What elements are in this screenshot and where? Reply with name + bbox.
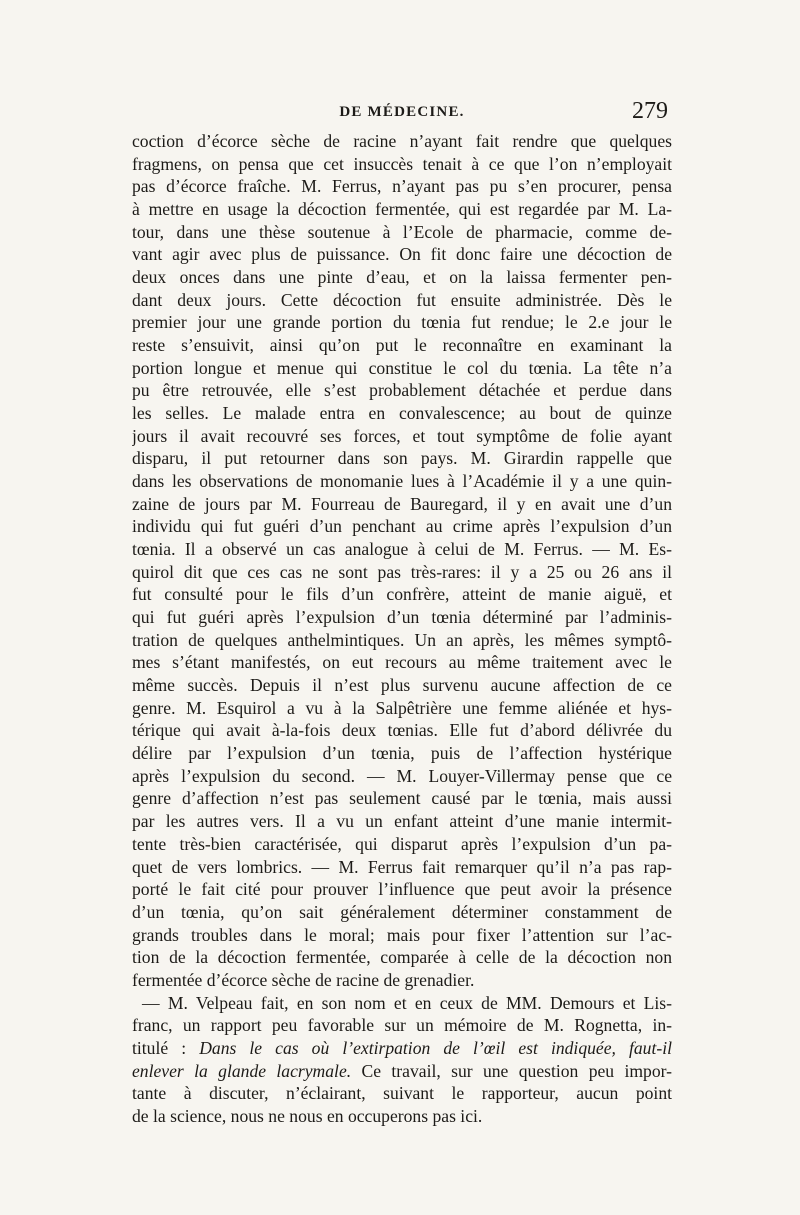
text-line: quirol dit que ces cas ne sont pas très-rares: il y a 25 ou 26 ans il [132, 561, 672, 582]
text-line: de la science, nous ne nous en occuperons pas ici. [132, 1105, 483, 1126]
text-line: vant agir avec plus de puissance. On fit donc faire une décoction de [132, 244, 672, 265]
text-line: qui fut guéri après l’expulsion d’un tœnia déterminé par l’adminis- [132, 607, 672, 628]
text-line: porté le fait cité pour prouver l’influence que peut avoir la présence [132, 879, 672, 900]
text-line: — M. Velpeau fait, en son nom et en ceux de MM. Demours et Lis- [142, 992, 672, 1013]
text-line: premier jour une grande portion du tœnia fut rendue; le 2.e jour le [132, 312, 672, 333]
text-line: délire par l’expulsion d’un tœnia, puis de l’affection hystérique [132, 743, 672, 764]
text-line: tœnia. Il a observé un cas analogue à celui de M. Ferrus. — M. Es- [132, 539, 672, 560]
text-line: genre d’affection n’est pas seulement causé par le tœnia, mais aussi [132, 788, 672, 809]
page-header [134, 98, 670, 128]
text-line: à mettre en usage la décoction fermentée, qui est regardée par M. La- [132, 199, 672, 220]
text-line: tour, dans une thèse soutenue à l’Ecole de pharmacie, comme de- [132, 221, 672, 242]
text-line: pas d’écorce fraîche. M. Ferrus, n’ayant pas pu s’en procurer, pensa [132, 176, 672, 197]
running-head: DE MÉDECINE. [339, 104, 465, 120]
text-line: individu qui fut guéri d’un penchant au crime après l’expulsion d’un [132, 516, 672, 537]
text-line: tion de la décoction fermentée, comparée à celle de la décoction non [132, 947, 672, 968]
text-line: tante à discuter, n’éclairant, suivant le rapporteur, aucun point [132, 1083, 672, 1104]
text-line: genre. M. Esquirol a vu à la Salpêtrière une femme aliénée et hys- [132, 697, 672, 718]
text-line: les selles. Le malade entra en convalescence; au bout de quinze [132, 403, 672, 424]
text-line: zaine de jours par M. Fourreau de Bauregard, il y en avait une d’un [132, 493, 672, 514]
text-line: reste s’ensuivit, ainsi qu’on put le reconnaître en examinant la [132, 335, 672, 356]
text-line: térique qui avait à-la-fois deux tœnias. Elle fut d’abord délivrée du [132, 720, 672, 741]
text-line: fragmens, on pensa que cet insuccès tenait à ce que l’on n’employait [132, 153, 672, 174]
italic-title-run: enlever la glande lacrymale. [132, 1060, 352, 1081]
text-line: fermentée d’écorce sèche de racine de grenadier. [132, 969, 475, 990]
text-line: tration de quelques anthelmintiques. Un an après, les mêmes symptô- [132, 629, 672, 650]
text-line-mixed [132, 1037, 672, 1060]
text-line: jours il avait recouvré ses forces, et tout symptôme de folie ayant [132, 425, 672, 446]
text-line: pu être retrouvée, elle s’est probablement détachée et perdue dans [132, 380, 672, 401]
text-line: même succès. Depuis il n’est plus survenu aucune affection de ce [132, 675, 672, 696]
text-line: portion longue et menue qui constitue le col du tœnia. La tête n’a [132, 357, 672, 378]
text-run: titulé : [132, 1037, 200, 1058]
text-line: tente très-bien caractérisée, qui disparut après l’expulsion d’un pa- [132, 833, 672, 854]
text-line: par les autres vers. Il a vu un enfant atteint d’une manie intermit- [132, 811, 672, 832]
text-line: disparu, il put retourner dans son pays. M. Girardin rappelle que [132, 448, 672, 469]
text-line: d’un tœnia, qu’on sait généralement déterminer constamment de [132, 901, 672, 922]
page-number: 279 [632, 98, 668, 124]
text-line: fut consulté pour le fils d’un confrère, atteint de manie aiguë, et [132, 584, 672, 605]
text-line: quet de vers lombrics. — M. Ferrus fait remarquer qu’il n’a pas rap- [132, 856, 672, 877]
body-text [132, 130, 672, 1128]
text-line: deux onces dans une pinte d’eau, et on la laissa fermenter pen- [132, 267, 672, 288]
text-line: coction d’écorce sèche de racine n’ayant fait rendre que quelques [132, 131, 672, 151]
text-line: mes s’étant manifestés, on eut recours au même traitement avec le [132, 652, 672, 673]
text-run: Ce travail, sur une question peu impor- [351, 1060, 672, 1081]
text-line-mixed [132, 1060, 672, 1083]
text-line: dant deux jours. Cette décoction fut ensuite administrée. Dès le [132, 289, 672, 310]
italic-title-run: Dans le cas où l’extirpation de l’œil est indiquée, faut-il [199, 1037, 672, 1058]
text-line: après l’expulsion du second. — M. Louyer-Villermay pense que ce [132, 765, 672, 786]
text-line: franc, un rapport peu favorable sur un mémoire de M. Rognetta, in- [132, 1015, 672, 1036]
text-line: grands troubles dans le moral; mais pour fixer l’attention sur l’ac- [132, 924, 672, 945]
text-line: dans les observations de monomanie lues à l’Académie il y a une quin- [132, 471, 672, 492]
